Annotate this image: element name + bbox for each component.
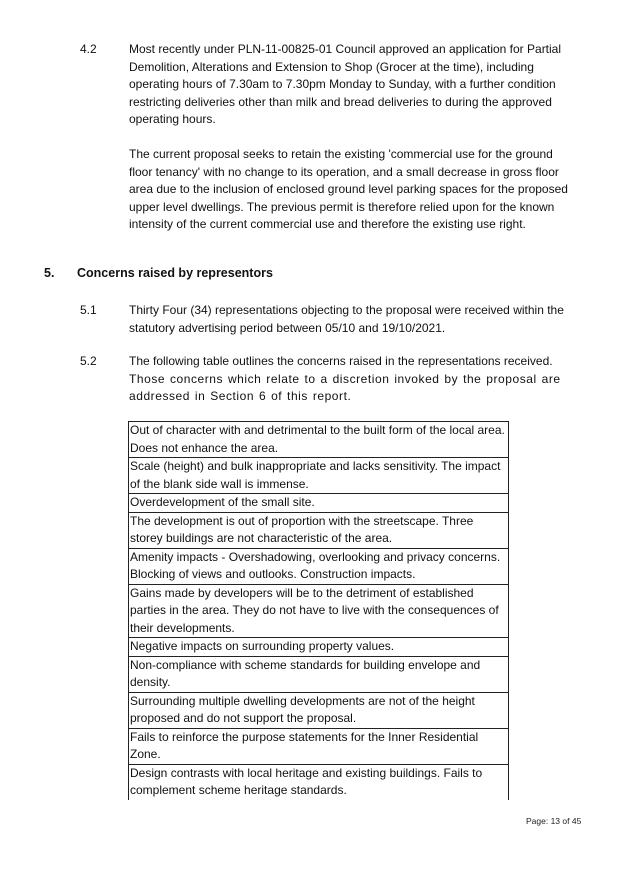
table-row	[129, 692, 509, 728]
section-4-2-paragraph-1: Most recently under PLN-11-00825-01 Council approved an application for Partial Demolition, Alterations and Extension to Shop (Grocer at the time), including operating hours of 7.30am to 7.30pm Monday to Sunday, with a further condition restricting deliveries other than milk and bread deliveries to during the approved operating hours.	[129, 42, 562, 126]
table-cell: Design contrasts with local heritage and existing buildings. Fails to complement scheme heritage standards.	[129, 764, 509, 800]
section-5-2-paragraph	[129, 353, 579, 406]
table-row	[129, 656, 509, 692]
table-row	[129, 548, 509, 584]
section-4-2-number: 4.2	[80, 42, 97, 56]
table-cell: Out of character with and detrimental to the built form of the local area. Does not enhance the area.	[129, 422, 509, 458]
table-row	[129, 494, 509, 513]
table-cell: Amenity impacts - Overshadowing, overlooking and privacy concerns. Blocking of views and outlooks. Construction impacts.	[129, 548, 509, 584]
table-cell: Scale (height) and bulk inappropriate and lacks sensitivity. The impact of the blank side wall is immense.	[129, 458, 509, 494]
section-5-2-line-1: The following table outlines the concerns raised in the representations received.	[129, 354, 553, 368]
table-row	[129, 422, 509, 458]
section-5-1-number: 5.1	[80, 303, 97, 317]
concerns-table	[128, 421, 509, 800]
table-row	[129, 458, 509, 494]
table-cell: Gains made by developers will be to the detriment of established parties in the area. They do not have to live with the consequences of their developments.	[129, 584, 509, 638]
page-number: Page: 13 of 45	[526, 816, 582, 826]
table-cell: The development is out of proportion with the streetscape. Three storey buildings are not characteristic of the area.	[129, 512, 509, 548]
table-row	[129, 764, 509, 800]
table-cell: Fails to reinforce the purpose statements for the Inner Residential Zone.	[129, 728, 509, 764]
section-5-number: 5.	[44, 266, 55, 280]
section-5-2-number: 5.2	[80, 354, 97, 368]
table-row	[129, 638, 509, 657]
section-4-2-paragraph-2: The current proposal seeks to retain the existing 'commercial use for the ground floor tenancy' with no change to its operation, and a small decrease in gross floor area due to the inclusion of enclosed ground level parking spaces for the proposed upper level dwellings. The previous permit is therefore relied upon for the known intensity of the current commercial use and therefore the existing use right.	[129, 147, 568, 231]
table-cell: Overdevelopment of the small site.	[129, 494, 509, 513]
section-5-2-line-rest: Those concerns which relate to a discretion invoked by the proposal are addressed in Section 6 of this report.	[129, 371, 561, 403]
table-row	[129, 512, 509, 548]
table-row	[129, 728, 509, 764]
table-row	[129, 584, 509, 638]
table-cell: Negative impacts on surrounding property values.	[129, 638, 509, 657]
section-5-heading: Concerns raised by representors	[77, 266, 273, 280]
table-cell: Non-compliance with scheme standards for building envelope and density.	[129, 656, 509, 692]
section-5-1-paragraph: Thirty Four (34) representations objecting to the proposal were received within the statutory advertising period between 05/10 and 19/10/2021.	[129, 303, 564, 335]
table-cell: Surrounding multiple dwelling developments are not of the height proposed and do not support the proposal.	[129, 692, 509, 728]
